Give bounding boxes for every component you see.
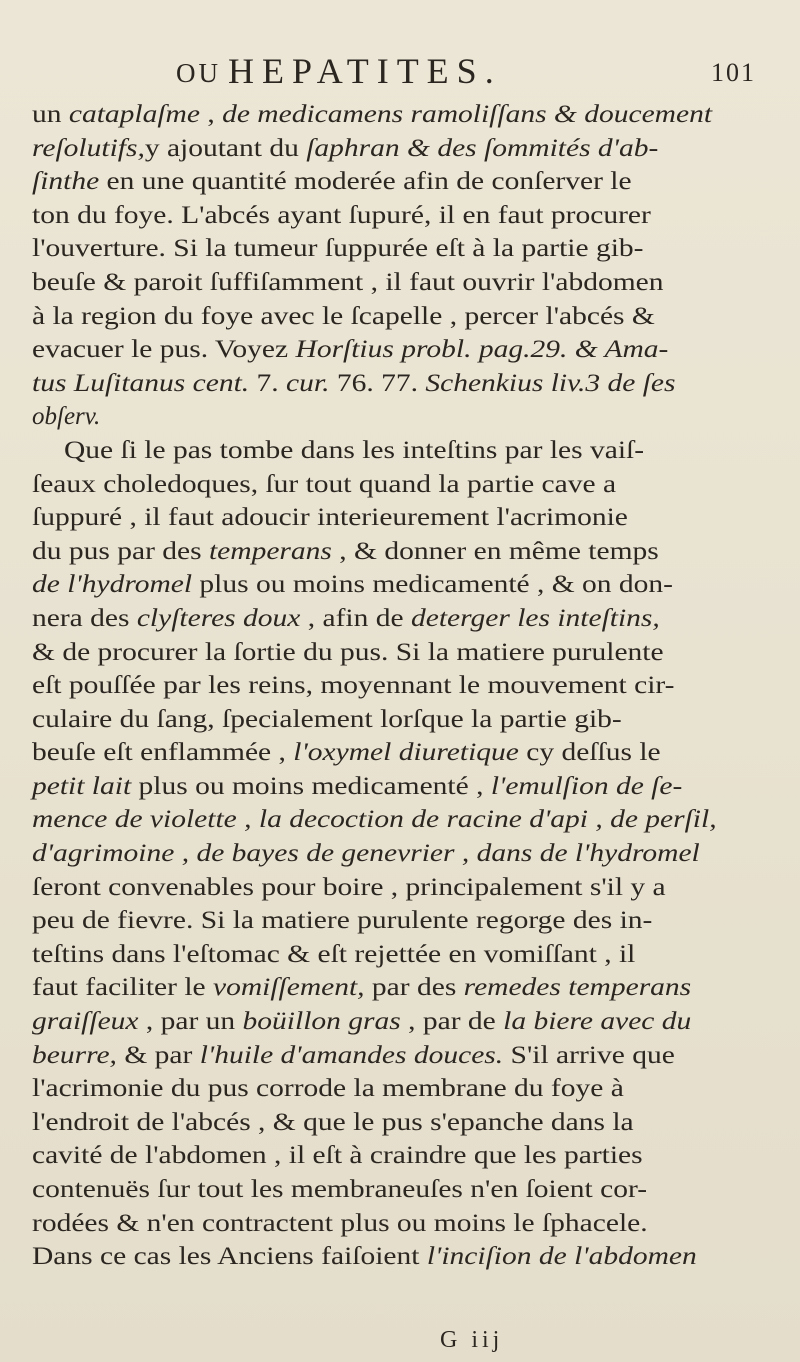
text-run: cy deſſus le — [518, 739, 661, 767]
text-run: y ajoutant du — [144, 134, 307, 162]
text-line — [32, 434, 764, 468]
text-run: faut faciliter le — [32, 974, 214, 1002]
text-run: , afin de — [300, 604, 411, 632]
text-run: 76. 77. — [336, 369, 426, 397]
italic-run: la biere avec du — [503, 1008, 692, 1036]
text-run: par des — [364, 974, 464, 1002]
text-run: Dans ce cas les Anciens faiſoient — [32, 1243, 427, 1271]
text-run: du pus par des — [32, 537, 209, 565]
text-line — [32, 165, 764, 199]
italic-run: boüillon gras — [242, 1008, 401, 1036]
italic-run: ſinthe — [32, 168, 100, 196]
italic-run: Horſtius probl. pag.29. & Ama- — [295, 336, 669, 364]
text-line — [32, 367, 764, 401]
italic-run: reſolutifs, — [32, 134, 145, 162]
text-line — [32, 333, 764, 367]
text-run: l'endroit de l'abcés , & que le pus s'epanche dans la — [32, 1108, 634, 1136]
text-run: l'acrimonie du pus corrode la membrane du foye à — [32, 1075, 624, 1103]
text-line — [32, 98, 764, 132]
text-run: , & donner en même temps — [331, 537, 659, 565]
italic-run: beurre, — [32, 1041, 117, 1069]
text-run: cavité de l'abdomen , il eſt à craindre que les parties — [32, 1142, 643, 1170]
italic-run: cataplaſme — [68, 101, 200, 128]
text-run: 7. — [256, 369, 287, 397]
text-run: plus ou moins medicamenté , & on don- — [192, 571, 674, 599]
text-run: evacuer le pus. Voyez — [32, 336, 296, 364]
text-line — [32, 132, 764, 166]
italic-run: petit lait — [32, 772, 132, 800]
italic-run: Schenkius liv.3 de ſes — [425, 369, 676, 397]
text-line — [32, 1072, 764, 1106]
text-line — [32, 468, 764, 502]
text-line — [32, 199, 764, 233]
text-line — [32, 770, 764, 804]
signature-mark: G iij — [440, 1327, 504, 1353]
text-run: ſeaux choledoques, ſur tout quand la partie cave a — [32, 470, 617, 498]
text-line — [32, 1039, 764, 1073]
text-line — [32, 232, 764, 266]
text-run: ſuppuré , il faut adoucir interieurement l'acrimonie — [32, 504, 628, 532]
text-run: eſt pouſſée par les reins, moyennant le mouvement cir- — [32, 672, 675, 700]
italic-run: tus Luſitanus cent. — [32, 369, 257, 397]
text-line — [32, 736, 764, 770]
text-line — [32, 400, 764, 434]
italic-run: deterger les inteſtins, — [410, 604, 660, 632]
page-number: 101 — [711, 58, 756, 87]
text-line — [32, 1173, 764, 1207]
text-run: rodées & n'en contractent plus ou moins le ſphacele. — [32, 1209, 648, 1237]
italic-run: d'agrimoine , de bayes de genevrier , dans de l'hydromel — [32, 840, 700, 868]
text-run: contenuës ſur tout les membraneuſes n'en ſoient cor- — [32, 1176, 648, 1203]
italic-run: temperans — [208, 537, 332, 565]
text-run: plus ou moins medicamenté , — [131, 772, 491, 800]
text-line — [32, 1207, 764, 1241]
italic-run: l'huile d'amandes douces. — [199, 1041, 504, 1069]
text-line — [32, 1005, 764, 1039]
text-run: , par un — [138, 1008, 243, 1036]
text-run: & par — [116, 1041, 200, 1069]
text-line — [32, 871, 764, 905]
text-run: en une quantité moderée afin de conſerver le — [99, 168, 632, 196]
text-run: nera des — [32, 604, 137, 632]
italic-run: clyſteres doux — [136, 604, 301, 632]
italic-run: graiſſeux — [32, 1008, 139, 1036]
text-run: un — [32, 101, 69, 128]
italic-run: l'oxymel diuretique — [293, 739, 519, 767]
text-line — [32, 636, 764, 670]
text-line — [32, 971, 764, 1005]
text-line — [32, 568, 764, 602]
text-line — [32, 266, 764, 300]
text-line — [32, 602, 764, 636]
italic-run: ſaphran & des ſommités d'ab- — [306, 134, 659, 162]
text-line — [32, 300, 764, 334]
italic-run: mence de violette , la decoction de racine d'api , de perſil, — [32, 806, 717, 834]
italic-run: de medicamens ramoliſſans & doucement — [222, 101, 713, 128]
text-run: , — [199, 101, 223, 128]
italic-run: l'emulſion de ſe- — [490, 772, 683, 800]
text-line — [32, 938, 764, 972]
text-line — [32, 1240, 764, 1274]
text-run: & de procurer la ſortie du pus. Si la matiere purulente — [32, 638, 664, 666]
italic-run: remedes temperans — [463, 974, 692, 1002]
text-run: S'il arrive que — [503, 1041, 675, 1069]
text-line — [32, 1139, 764, 1173]
text-line — [32, 904, 764, 938]
text-line — [32, 1106, 764, 1140]
header-left: OU — [176, 58, 221, 88]
text-line — [32, 535, 764, 569]
text-run: beuſe eſt enflammée , — [32, 739, 294, 767]
text-run: teſtins dans l'eſtomac & eſt rejettée en vomiſſant , il — [32, 940, 636, 968]
text-run: ſeront convenables pour boire , principalement s'il y a — [32, 873, 666, 901]
text-run: ton du foye. L'abcés ayant ſupuré, il en faut procurer — [32, 201, 651, 229]
running-header — [176, 50, 766, 94]
italic-run: de l'hydromel — [32, 571, 193, 599]
italic-run: l'inciſion de l'abdomen — [426, 1243, 697, 1271]
italic-run: cur. — [286, 369, 337, 397]
text-run: à la region du foye avec le ſcapelle , percer l'abcés & — [32, 302, 655, 330]
text-run: l'ouverture. Si la tumeur ſuppurée eſt à la partie gib- — [32, 235, 644, 263]
text-run: peu de fievre. Si la matiere purulente regorge des in- — [32, 907, 653, 935]
text-line — [32, 703, 764, 737]
text-line — [32, 803, 764, 837]
text-run: beuſe & paroit ſuffiſamment , il faut ouvrir l'abdomen — [32, 268, 664, 296]
text-run: Que ſi le pas tombe dans les inteſtins par les vaiſ- — [64, 436, 645, 464]
header-title: HEPATITES. — [228, 51, 502, 91]
text-line — [32, 501, 764, 535]
text-line — [32, 837, 764, 871]
text-run: culaire du ſang, ſpecialement lorſque la partie gib- — [32, 705, 622, 733]
body-text — [32, 98, 764, 1274]
italic-run: obſerv. — [32, 403, 101, 431]
text-run: , par de — [400, 1008, 504, 1036]
text-line — [32, 669, 764, 703]
italic-run: vomiſſement, — [213, 974, 365, 1002]
